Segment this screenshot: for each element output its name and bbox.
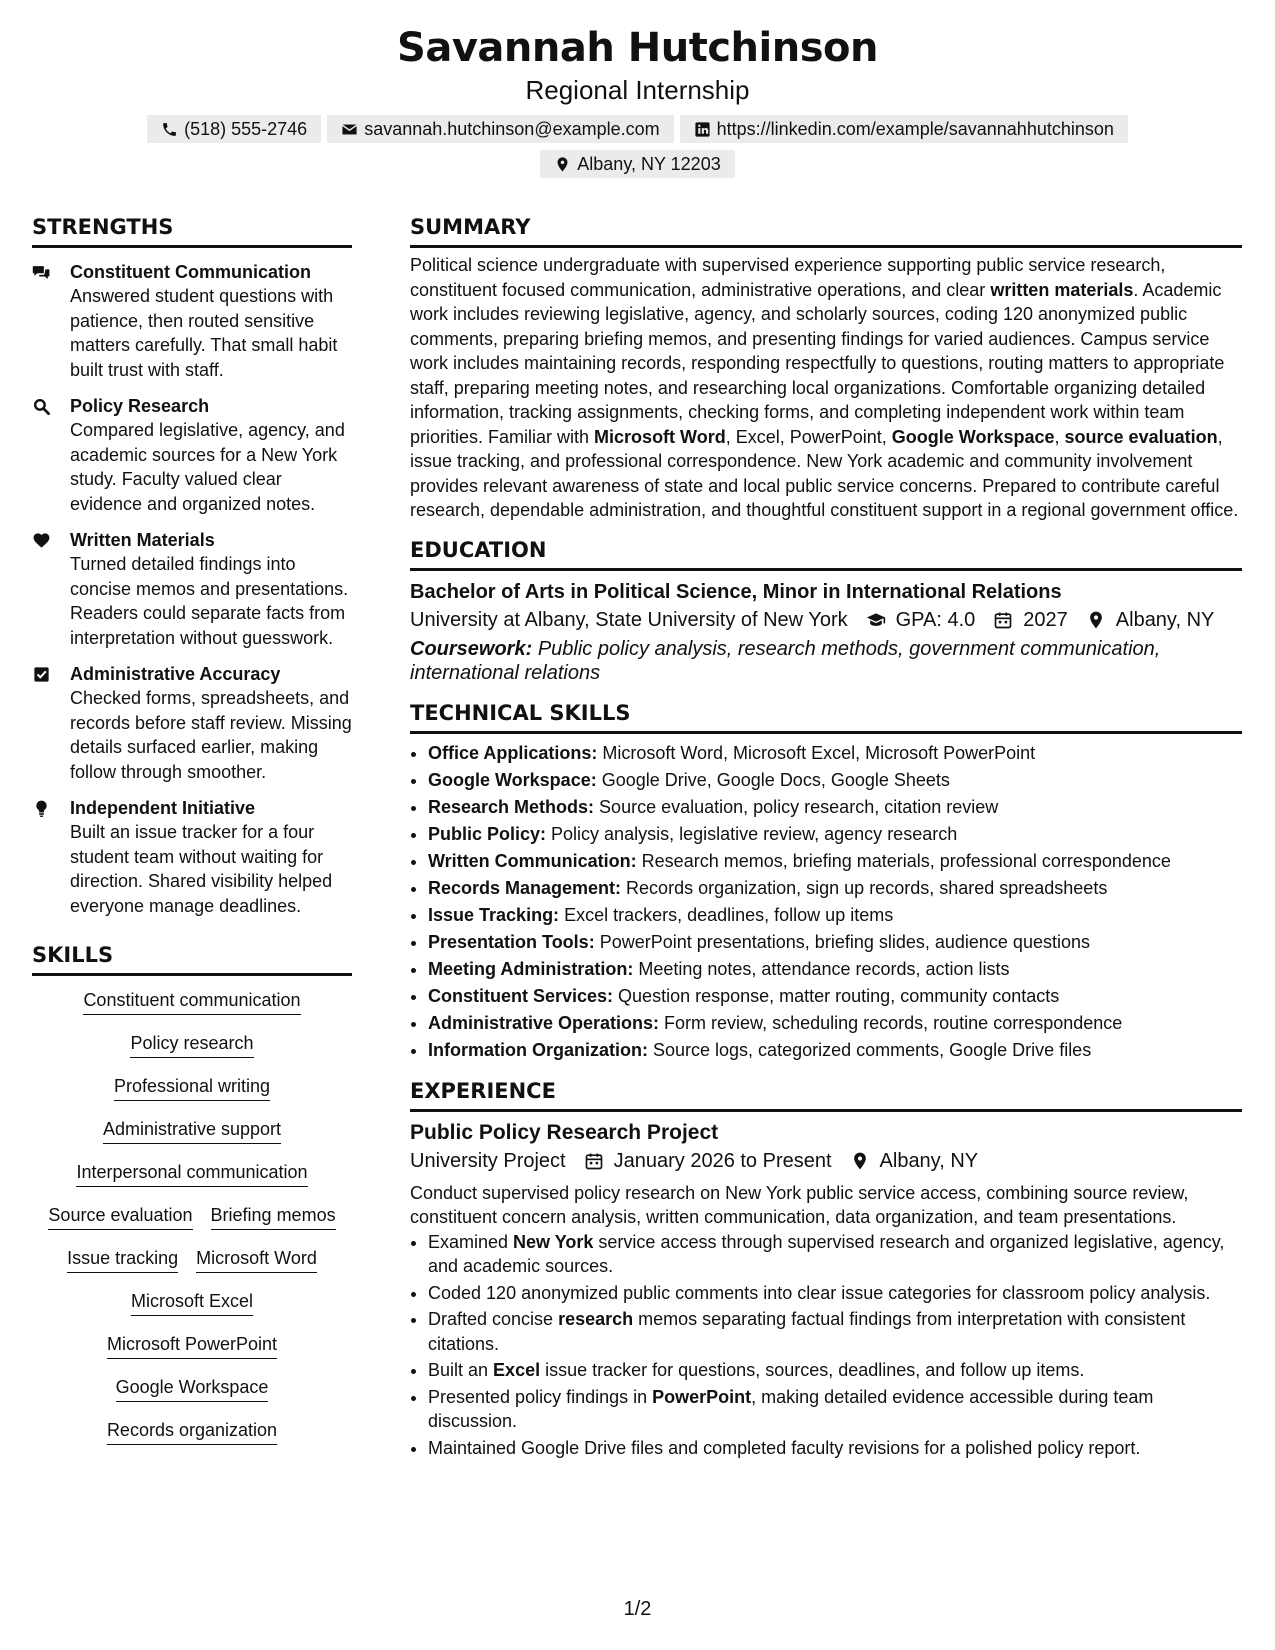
bold-term: Google Workspace — [891, 426, 1055, 447]
summary-heading: SUMMARY — [410, 214, 1242, 248]
technical-skill-label: Office Applications: — [428, 742, 598, 763]
experience-location: Albany, NY — [879, 1149, 979, 1172]
strength-title: Constituent Communication — [70, 262, 311, 282]
strength-desc: Turned detailed findings into concise memos and presentations. Readers could separate facts from interpretation without guesswork. — [70, 554, 349, 648]
email-address: savannah.hutchinson@example.com — [364, 119, 660, 139]
experience-bullet — [428, 1385, 1242, 1434]
text-run: Drafted concise — [428, 1309, 559, 1329]
experience-dates: January 2026 to Present — [613, 1149, 832, 1172]
text-run: memos separating factual findings from interpretation with consistent citations. — [428, 1309, 1186, 1354]
strength-desc: Built an issue tracker for a four student team without waiting for direction. Shared visibility helped everyone manage deadlines. — [70, 822, 333, 916]
experience-bullet — [428, 1230, 1242, 1279]
text-run: issue tracker for questions, sources, deadlines, and follow up items. — [540, 1360, 1085, 1380]
text-run: , Excel, PowerPoint, — [725, 426, 892, 447]
phone-icon — [161, 121, 178, 138]
strength-desc: Answered student questions with patience, then routed sensitive matters carefully. That small habit built trust with staff. — [70, 286, 338, 380]
linkedin-url: https://linkedin.com/example/savannahhutchinson — [716, 119, 1114, 139]
heart-icon — [32, 531, 51, 550]
technical-skill-label: Issue Tracking: — [428, 904, 560, 925]
skill-row — [103, 1117, 281, 1144]
strength-item — [32, 260, 352, 382]
skill-row — [114, 1074, 270, 1101]
experience-description: Conduct supervised policy research on New York public service access, combining source review, constituent concern analysis, written communication, data organization, and team presentations. — [410, 1182, 1189, 1227]
strength-item — [32, 796, 352, 918]
education-meta — [410, 606, 1242, 634]
text-run: Built an — [428, 1360, 494, 1380]
technical-skill-item — [428, 848, 1242, 875]
phone-chip[interactable] — [147, 115, 321, 143]
text-run: Coded 120 anonymized public comments into clear issue categories for classroom policy analysis. — [428, 1282, 1211, 1303]
text-run: service access through supervised research and organized legislative, agency, and academic sources. — [428, 1231, 1225, 1276]
contact-row — [0, 115, 1275, 143]
text-run: , making detailed evidence accessible during team discussion. — [428, 1386, 1154, 1431]
phone-number: (518) 555-2746 — [184, 119, 308, 139]
skill-tag: Records organization — [107, 1418, 277, 1445]
experience-meta — [410, 1147, 1242, 1175]
strength-desc: Checked forms, spreadsheets, and records before staff review. Missing details surfaced earlier, making follow through smoother. — [70, 688, 352, 782]
skill-row — [130, 1031, 253, 1058]
candidate-name: Savannah Hutchinson — [397, 25, 878, 71]
technical-skill-value: Source logs, categorized comments, Google Drive files — [648, 1039, 1092, 1060]
education-heading: EDUCATION — [410, 537, 1242, 571]
experience-bullet — [428, 1281, 1242, 1306]
text-run: , issue tracking, and professional correspondence. New York academic and community involvement provides relevant awareness of state and local public service concerns. Prepared to contribute careful research, dependable administration, and thoughtful constituent support in a regional government office. — [410, 426, 1239, 520]
technical-skill-item — [428, 956, 1242, 983]
technical-skill-value: Form review, scheduling records, routine correspondence — [659, 1012, 1123, 1033]
technical-skill-value: Question response, matter routing, community contacts — [613, 985, 1060, 1006]
location-chip — [540, 150, 734, 178]
technical-skill-item — [428, 767, 1242, 794]
bold-term: source evaluation — [1064, 426, 1218, 447]
check-square-icon — [32, 665, 51, 684]
technical-skill-value: Research memos, briefing materials, professional correspondence — [636, 850, 1171, 871]
skill-row — [116, 1375, 269, 1402]
technical-skills-heading: TECHNICAL SKILLS — [410, 700, 1242, 734]
technical-skill-label: Google Workspace: — [428, 769, 597, 790]
skill-tag: Professional writing — [114, 1074, 270, 1101]
map-pin-icon — [1086, 610, 1106, 630]
skill-tag: Briefing memos — [211, 1203, 336, 1230]
technical-skill-label: Administrative Operations: — [428, 1012, 660, 1033]
skill-row — [48, 1203, 335, 1230]
strength-item — [32, 394, 352, 516]
right-column — [410, 214, 1242, 1462]
technical-skill-value: Meeting notes, attendance records, action lists — [633, 958, 1010, 979]
skill-tag: Interpersonal communication — [76, 1160, 307, 1187]
technical-skill-item — [428, 740, 1242, 767]
map-pin-icon — [554, 156, 571, 173]
education-location: Albany, NY — [1115, 608, 1215, 631]
text-run: Examined — [428, 1231, 514, 1252]
lightbulb-icon — [32, 799, 51, 818]
bold-term: Excel — [493, 1360, 541, 1380]
gpa: GPA: 4.0 — [895, 608, 976, 631]
technical-skill-item — [428, 1037, 1242, 1064]
technical-skill-item — [428, 983, 1242, 1010]
bold-term: New York — [513, 1231, 594, 1252]
technical-skill-label: Written Communication: — [428, 850, 637, 871]
text-run: Maintained Google Drive files and completed faculty revisions for a polished policy report. — [428, 1437, 1141, 1458]
left-column — [32, 214, 352, 1461]
technical-skill-label: Presentation Tools: — [428, 931, 595, 952]
summary-text — [410, 253, 1242, 523]
text-run: Political science undergraduate with supervised experience supporting public service research, constituent focused communication, administrative operations, and clear — [410, 255, 1166, 300]
target-role: Regional Internship — [525, 75, 750, 105]
experience-org: University Project — [410, 1149, 566, 1172]
calendar-icon — [993, 610, 1013, 630]
technical-skill-value: Policy analysis, legislative review, agency research — [546, 823, 958, 844]
text-run: , — [1054, 426, 1065, 447]
linkedin-chip[interactable] — [680, 115, 1128, 143]
technical-skill-item — [428, 794, 1242, 821]
skill-row — [131, 1289, 253, 1316]
bold-term: PowerPoint — [652, 1386, 752, 1407]
technical-skill-label: Public Policy: — [428, 823, 547, 844]
strength-title: Administrative Accuracy — [70, 664, 281, 684]
strength-item — [32, 528, 352, 650]
experience-bullet — [428, 1307, 1242, 1356]
strength-title: Written Materials — [70, 530, 215, 550]
skill-row — [76, 1160, 307, 1187]
technical-skill-label: Constituent Services: — [428, 985, 614, 1006]
skill-tag: Administrative support — [103, 1117, 281, 1144]
technical-skill-value: Excel trackers, deadlines, follow up items — [559, 904, 894, 925]
experience-bullets — [410, 1230, 1242, 1461]
coursework-label: Coursework: — [410, 637, 533, 660]
calendar-icon — [584, 1151, 604, 1171]
technical-skill-value: Records organization, sign up records, shared spreadsheets — [621, 877, 1108, 898]
technical-skill-label: Records Management: — [428, 877, 622, 898]
strength-title: Policy Research — [70, 396, 210, 416]
experience-bullet — [428, 1436, 1242, 1461]
experience-heading: EXPERIENCE — [410, 1078, 1242, 1112]
skill-tag: Source evaluation — [48, 1203, 192, 1230]
graduation-cap-icon — [866, 610, 886, 630]
strength-title: Independent Initiative — [70, 798, 256, 818]
linkedin-icon — [694, 121, 711, 138]
degree-title: Bachelor of Arts in Political Science, Minor in International Relations — [410, 580, 1062, 603]
coursework-list: Public policy analysis, research methods, government communication, international relations — [410, 637, 1161, 684]
technical-skill-value: Google Drive, Google Docs, Google Sheets — [596, 769, 950, 790]
strength-desc: Compared legislative, agency, and academic sources for a New York study. Faculty valued clear evidence and organized notes. — [70, 420, 345, 514]
skill-tag: Issue tracking — [67, 1246, 178, 1273]
text-run: . Academic work includes reviewing legislative, agency, and scholarly sources, coding 120 anonymized public comments, preparing briefing memos, and presenting findings for varied audiences. Campus service work includes maintaining records, responding respectfully to questions, routing matters to appropriate staff, preparing meeting notes, and researching local organizations. Comfortable organizing detailed information, tracking assignments, checking forms, and completing independent work within team priorities. Familiar with — [410, 279, 1225, 447]
skills-heading: SKILLS — [32, 942, 352, 976]
experience-role: Public Policy Research Project — [410, 1120, 719, 1144]
search-icon — [32, 397, 51, 416]
skill-tag: Policy research — [130, 1031, 253, 1058]
skill-row — [83, 988, 300, 1015]
technical-skill-value: Source evaluation, policy research, citation review — [594, 796, 999, 817]
bold-term: written materials — [990, 279, 1134, 300]
strengths-heading: STRENGTHS — [32, 214, 352, 248]
technical-skill-label: Meeting Administration: — [428, 958, 634, 979]
skill-tag: Constituent communication — [83, 988, 300, 1015]
skill-row — [107, 1332, 277, 1359]
experience-bullet — [428, 1358, 1242, 1383]
skill-tag: Microsoft Excel — [131, 1289, 253, 1316]
map-pin-icon — [850, 1151, 870, 1171]
email-chip[interactable] — [327, 115, 673, 143]
technical-skill-value: PowerPoint presentations, briefing slides, audience questions — [594, 931, 1090, 952]
technical-skill-label: Information Organization: — [428, 1039, 648, 1060]
technical-skill-label: Research Methods: — [428, 796, 595, 817]
strength-item — [32, 662, 352, 784]
coursework — [410, 637, 1242, 686]
text-run: Presented policy findings in — [428, 1386, 653, 1407]
page-number: 1/2 — [623, 1598, 652, 1620]
bold-term: research — [558, 1309, 634, 1329]
resume-header — [0, 22, 1275, 178]
skill-tag: Google Workspace — [116, 1375, 269, 1402]
school-name: University at Albany, State University of New York — [410, 608, 848, 631]
skill-row — [67, 1246, 317, 1273]
technical-skills-list — [410, 740, 1242, 1064]
technical-skill-item — [428, 821, 1242, 848]
technical-skill-value: Microsoft Word, Microsoft Excel, Microsoft PowerPoint — [597, 742, 1036, 763]
technical-skill-item — [428, 1010, 1242, 1037]
skill-row — [107, 1418, 277, 1445]
comments-icon — [32, 263, 51, 282]
contact-row-2 — [0, 150, 1275, 178]
skill-tag: Microsoft Word — [196, 1246, 317, 1273]
graduation-year: 2027 — [1023, 608, 1068, 631]
skills-list — [32, 988, 352, 1461]
technical-skill-item — [428, 929, 1242, 956]
bold-term: Microsoft Word — [594, 426, 726, 447]
skill-tag: Microsoft PowerPoint — [107, 1332, 277, 1359]
location-text: Albany, NY 12203 — [577, 154, 721, 174]
technical-skill-item — [428, 902, 1242, 929]
technical-skill-item — [428, 875, 1242, 902]
envelope-icon — [341, 121, 358, 138]
